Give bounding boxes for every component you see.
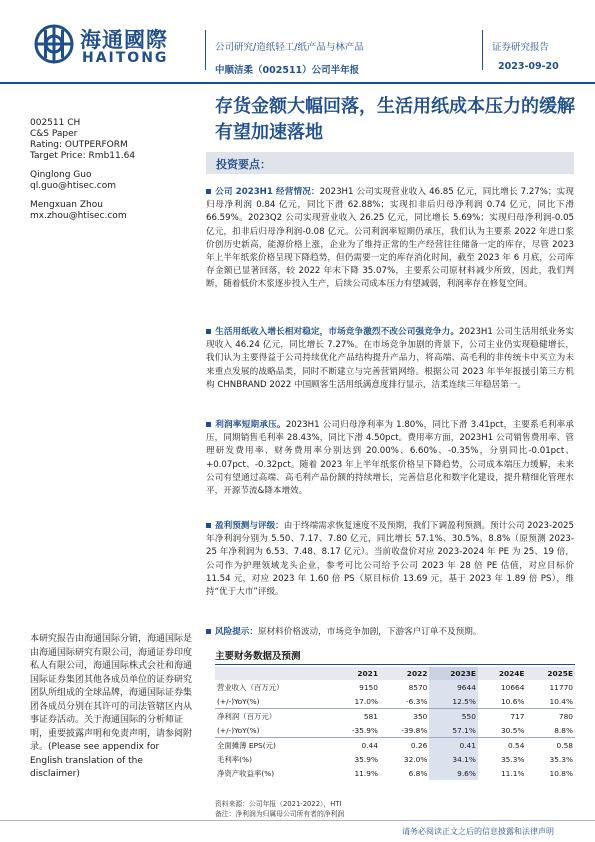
table-cell: 34.1%: [429, 752, 478, 766]
summary-header: 投资要点：: [216, 158, 271, 171]
footer-rule: [0, 820, 595, 821]
column-header: 2023E: [429, 667, 478, 680]
table-cell: 6.8%: [408, 768, 428, 778]
bullet-item: [206, 186, 574, 292]
table-cell: 10664: [500, 682, 525, 692]
table-cell: 0.54: [478, 738, 527, 753]
analyst-name: Mengxuan Zhou: [30, 200, 103, 210]
table-title: 主要财务数据及预测: [215, 651, 301, 662]
bullet-item: [206, 419, 574, 498]
table-row: [215, 723, 575, 738]
summary-header-bar: [206, 152, 574, 174]
bullet-square-icon: [206, 189, 211, 194]
table-cell: 10.6%: [500, 696, 525, 706]
stock-ticker: 002511 CH: [30, 118, 81, 128]
table-cell: 8.8%: [554, 725, 573, 735]
table-header-row: [215, 667, 575, 680]
bullet-lead: 公司 2023H1 经营情况：: [215, 187, 320, 197]
row-label: 毛利率(%): [217, 754, 252, 764]
bullet-item: [206, 626, 574, 639]
row-label: (+/-)YoY(%): [217, 725, 260, 735]
rating: Rating: OUTPERFORM: [30, 140, 128, 150]
table-cell: -39.8%: [401, 725, 428, 735]
analyst-email[interactable]: ql.guo@htisec.com: [30, 181, 116, 191]
column-header: 2024E: [478, 667, 527, 680]
bullet-square-icon: [206, 523, 211, 528]
bullet-item: [206, 326, 574, 392]
table-cell: 717: [478, 709, 527, 724]
bullet-lead: 利润率短期承压。: [215, 420, 286, 430]
table-cell: 0.58: [526, 738, 575, 753]
row-label: 净利润（百万元）: [215, 709, 331, 724]
table-note: 备注：净利润为归属母公司所有者的净利润: [215, 810, 345, 818]
report-title: 存货金额大幅回落，生活用纸成本压力的缓解有望加速落地: [215, 96, 575, 143]
financial-table: [215, 667, 575, 780]
table-row: [215, 738, 575, 753]
table-cell: 35.9%: [354, 754, 378, 764]
table-cell: 30.5%: [500, 725, 525, 735]
header-divider: [482, 30, 483, 70]
bullet-square-icon: [206, 329, 211, 334]
table-cell: 780: [526, 709, 575, 724]
bullet-item: [206, 520, 574, 599]
table-cell: 32.0%: [403, 754, 428, 764]
logo-chinese-name: 海通國際: [80, 28, 168, 52]
bullet-lead: 生活用纸收入增长相对稳定，市场竞争激烈不改公司强竞争力。: [215, 327, 460, 337]
header-rule: [0, 82, 595, 84]
column-header: 2021: [331, 667, 380, 680]
target-price: Target Price: Rmb11.64: [30, 151, 136, 161]
table-cell: 35.3%: [549, 754, 573, 764]
table-cell: 11770: [549, 682, 573, 692]
table-cell: 9644: [429, 680, 478, 694]
column-header: 2022: [380, 667, 429, 680]
table-row: [215, 709, 575, 724]
table-cell: -35.9%: [351, 725, 378, 735]
table-cell: -6.3%: [405, 696, 428, 706]
table-cell: 12.5%: [429, 694, 478, 709]
table-cell: 0.26: [380, 738, 429, 753]
bullet-lead: 风险提示：: [215, 627, 258, 637]
header-divider: [205, 30, 206, 70]
bullet-text: 2023H1 公司生活用纸业务实现收入 46.24 亿元，同比增长 7.27%。在市场竞争加剧的背景下，公司主业仍实现稳健增长，我们认为主要得益于公司持续优化产品结构提升产品力，将高端、高毛利的非传统卡中买立为未来重点发展的战略品类，同时不断建立与完善营销网络。根据公司 2023 年半年报援引第三方机构 CHNBRAND 2022 中国顾客生活用纸满意度排行显示，洁柔连续三年稳居第一。: [206, 327, 574, 390]
row-label: 营业收入（百万元）: [217, 682, 284, 692]
bullet-square-icon: [206, 629, 211, 634]
analyst-email[interactable]: mx.zhou@htisec.com: [30, 211, 127, 221]
table-cell: 9.6%: [429, 766, 478, 780]
analyst-name: Qinglong Guo: [30, 170, 92, 180]
table-cell: 10.4%: [549, 696, 573, 706]
report-stock-title: 中顺洁柔（002511）公司半年报: [215, 65, 360, 76]
table-row: [215, 766, 575, 780]
table-cell: 0.41: [429, 738, 478, 753]
table-cell: 0.44: [331, 738, 380, 753]
bullet-text: 2023H1 公司实现营业收入 46.85 亿元，同比增长 7.27%；实现归母净利润 0.84 亿元，同比下滑 62.88%；实现扣非后归母净利润 0.74 亿元，同比下滑 66.59%。2023Q2 公司实现营业收入 26.25 亿元，同比增长 5.69%；实现归母净利润-0.05 亿元，扣非后归母净利润-0.08 亿元。公司利润率短期仍承压，我们认为主要系 2022 年进口浆价创历史新高，能源价格上涨，企业为了维持正常的生产经营往往储备一定的库存，尽管 2023 年上半年纸浆价格呈现下降趋势，但仍需要一定的库存消化时间，截至 2023 年 6 月底，公司库存金额已显著回落，较 2022 年末下降 35.07%，主要系公司原材料减少所致，因此，我们判断，随着低价木浆逐步投入生产，后续公司成本压力有望减弱，利润率存在修复空间。: [206, 187, 574, 290]
bullet-text: 原材料价格波动，市场竞争加剧，下游客户订单不及预期。: [257, 627, 482, 637]
row-label: 净资产收益率(%): [217, 768, 275, 778]
column-header: 2025E: [526, 667, 575, 680]
table-rule: [215, 664, 575, 665]
table-cell: 11.9%: [354, 768, 378, 778]
company-name-en: C&S Paper: [30, 129, 78, 139]
table-cell: 17.0%: [354, 696, 378, 706]
bullet-text: 由于终端需求恢复速度不及预期，我们下调盈利预测。预计公司 2023-2025 年净利润分别为 5.50、7.17、7.80 亿元，同比增长 57.1%、30.5%、8.8%（原预测 2023-25 年净利润为 6.53、7.48、8.17 亿元）。当前收盘价对应 2023-2024 年 PE 为 25、19 倍，公司作为护理领域龙头企业，参考可比公司给予公司 2023 年 28 倍 PE 估值，对应目标价 11.54 元，对应 2023 年 1.60 倍 PS（原目标价 13.69 元，基于 2023 年 1.89 倍 PS），维持“优于大市”评级。: [206, 521, 574, 598]
table-cell: 8570: [408, 682, 428, 692]
table-cell: 550: [429, 709, 478, 724]
table-source: 资料来源：公司年报（2021-2022），HTI: [215, 800, 342, 808]
disclaimer-text: 本研究报告由海通国际分销，海通国际是由海通国际研究有限公司，海通证券印度私人有限公司，海通国际株式会社和海通国际证券集团其他各成员单位的证券研究团队所组成的全球品牌，海通国际证券集团各成员分别在其许可的司法管辖区内从事证券活动。关于海通国际的分析师证明，重要披露声明和免责声明，请参阅附录。(Please see appendix for English translation of the disclaimer): [30, 634, 193, 779]
table-row: [215, 752, 575, 766]
footer-disclaimer: 请务必阅读正文之后的信息披露和法律声明: [402, 827, 554, 836]
report-date: 2023-09-20: [498, 61, 559, 72]
table-cell: 57.1%: [429, 723, 478, 738]
bullet-text: 2023H1 公司归母净利率为 1.80%，同比下滑 3.41pct，主要系毛利率承压，同期销售毛利率 28.43%，同比下滑 4.50pct。费用率方面，2023H1 公司销售费用率、管理研发费用率、财务费用率分别达到 20.00%、6.60%、-0.35%，分别同比-0.01pct、+0.07pct、-0.32pct。随着 2023 年上半年纸浆价格呈下降趋势，公司成本端压力缓解，未来公司有望通过高端、高毛利产品份额的持续增长，完善信息化和数字化建设，提升精细化管理水平，开源节流&降本增效。: [206, 420, 574, 497]
table-cell: 10.8%: [549, 768, 573, 778]
report-type: 证券研究报告: [492, 42, 550, 53]
table-row: [215, 680, 575, 694]
row-label: 全面摊薄 EPS(元): [215, 738, 331, 753]
table-cell: 35.3%: [500, 754, 525, 764]
row-label: (+/-)YoY(%): [217, 696, 260, 706]
bullet-lead: 盈利预测与评级：: [215, 521, 284, 531]
haitong-logo: [34, 22, 194, 70]
logo-english-name: HAITONG: [82, 50, 169, 66]
report-category: 公司研究/造纸轻工/纸产品与林产品: [215, 42, 364, 53]
table-row: [215, 694, 575, 709]
table-cell: 11.1%: [500, 768, 525, 778]
table-cell: 9150: [359, 682, 378, 692]
bullet-square-icon: [206, 422, 211, 427]
table-cell: 350: [380, 709, 429, 724]
column-header: [215, 667, 331, 680]
haitong-logo-icon: [34, 24, 74, 64]
table-cell: 581: [331, 709, 380, 724]
